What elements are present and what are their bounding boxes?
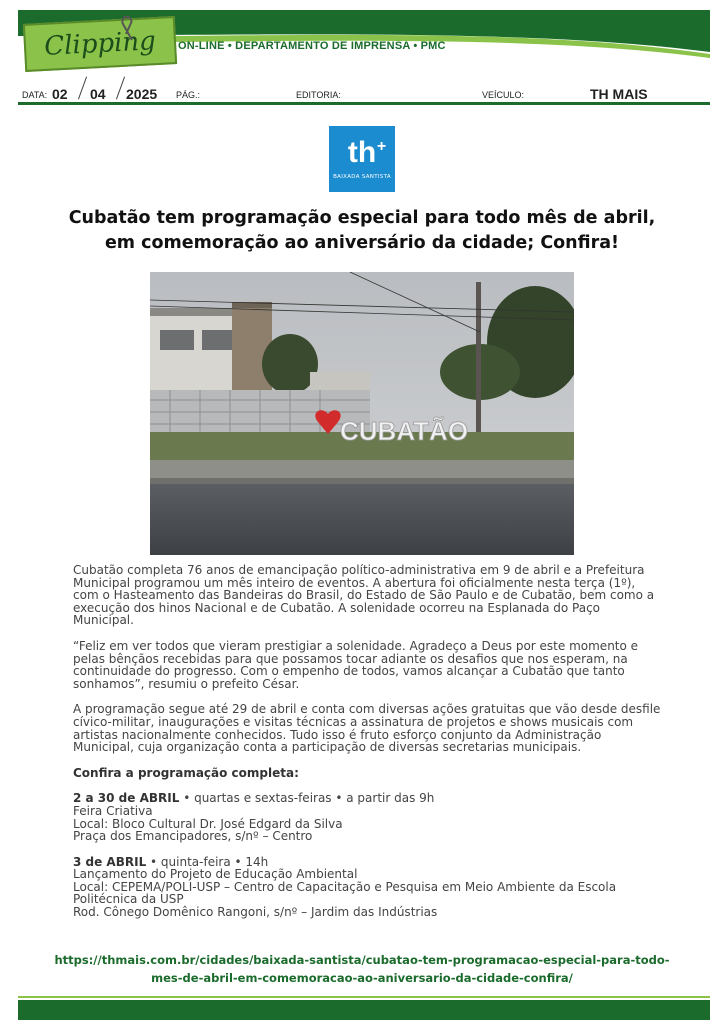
article-paragraph: Cubatão completa 76 anos de emancipação político-administrativa em 9 de abril e a Prefeitura Municipal programou um mês inteiro de eventos. A abertura foi oficialmente nesta terça (1º), com o Hasteamento das Bandeiras do Brasil, do Estado de São Paulo e de Cubatão, bem como a execução dos hinos Nacional e de Cubatão. A solenidade ocorreu na Esplanada do Paço Municipal. — [73, 563, 655, 628]
event-when: • quartas e sextas-feiras • a partir das 9h — [179, 791, 435, 806]
article-headline — [60, 206, 664, 256]
event-address: Praça dos Emancipadores, s/nº – Centro — [73, 829, 313, 844]
article-paragraph: A programação segue até 29 de abril e conta com diversas ações gratuitas que vão desde desfile cívico-militar, inaugurações e visitas técnicas a assinatura de projetos e shows musicais com artistas nacionalmente conhecidos. Tudo isso é fruto esforço conjunto da Administração Municipal, cuja organização conta a participação de diversas secretarias municipais. — [73, 702, 661, 755]
date-year: 2025 — [126, 86, 158, 102]
event-name: Lançamento do Projeto de Educação Ambiental — [73, 867, 358, 882]
source-url[interactable] — [40, 951, 684, 987]
clipping-meta-row — [22, 84, 710, 104]
schedule-heading — [73, 767, 663, 780]
event-when: • quinta-feira • 14h — [146, 854, 269, 869]
publication-logo — [329, 126, 395, 192]
clipping-logo-text: Clipping — [43, 26, 157, 62]
veiculo-value: TH MAIS — [590, 86, 648, 102]
event-date: 3 de ABRIL — [73, 854, 147, 869]
event-name: Feira Criativa — [73, 803, 153, 818]
article-quote: “Feliz em ver todos que vieram prestigiar a solenidade. Agradeço a Deus por este momento e pelas bênçãos recebidas para que possamos tocar adiante os desafios que nos esperam, na continuidade do progresso. Com o empenho de todos, vamos alcançar a Cubatão que tanto sonhamos”, resumiu o prefeito César. — [73, 638, 639, 691]
article-photo — [150, 272, 574, 555]
paperclip-icon — [118, 14, 140, 44]
headline-line: em comemoração ao aniversário da cidade; Confira! — [104, 233, 620, 253]
event-address: Rod. Cônego Domênico Rangoni, s/nº – Jardim das Indústrias — [73, 905, 438, 920]
publication-logo-subtitle: BAIXADA SANTISTA — [333, 174, 391, 180]
schedule-item — [73, 792, 663, 842]
date-day: 02 — [52, 86, 68, 102]
editoria-label: EDITORIA: — [296, 90, 341, 100]
page-label: PÁG.: — [176, 90, 201, 100]
headline-line: Cubatão tem programação especial para todo mês de abril, — [68, 208, 656, 228]
event-location: Local: Bloco Cultural Dr. José Edgard da Silva — [73, 816, 343, 831]
photo-sign-text: CUBATÃO — [340, 416, 469, 446]
event-date: 2 a 30 de ABRIL — [73, 791, 180, 806]
date-slash — [116, 77, 125, 100]
logo-letters: th — [347, 136, 377, 169]
footer-band — [18, 1000, 710, 1020]
article-body — [73, 564, 663, 932]
footer-line — [18, 996, 710, 998]
schedule-item — [73, 856, 663, 919]
source-url-line[interactable]: https://thmais.com.br/cidades/baixada-santista/cubatao-tem-programacao-especial-para-todo- — [54, 953, 670, 967]
date-slash — [78, 77, 87, 100]
publication-logo-mark — [347, 136, 387, 169]
schedule-heading-text: Confira a programação completa: — [73, 765, 299, 780]
plus-icon: + — [376, 138, 387, 155]
date-label: DATA: — [22, 90, 48, 100]
header-rule — [18, 102, 710, 105]
department-line: ON-LINE • DEPARTAMENTO DE IMPRENSA • PMC — [178, 40, 446, 52]
event-location: Local: CEPEMA/POLI-USP – Centro de Capacitação e Pesquisa em Meio Ambiente da Escola Politécnica da USP — [73, 879, 617, 907]
source-url-line[interactable]: mes-de-abril-em-comemoracao-ao-aniversario-da-cidade-confira/ — [151, 971, 573, 985]
clipping-logo — [23, 16, 177, 72]
veiculo-label: VEÍCULO: — [482, 90, 525, 100]
date-month: 04 — [90, 86, 106, 102]
